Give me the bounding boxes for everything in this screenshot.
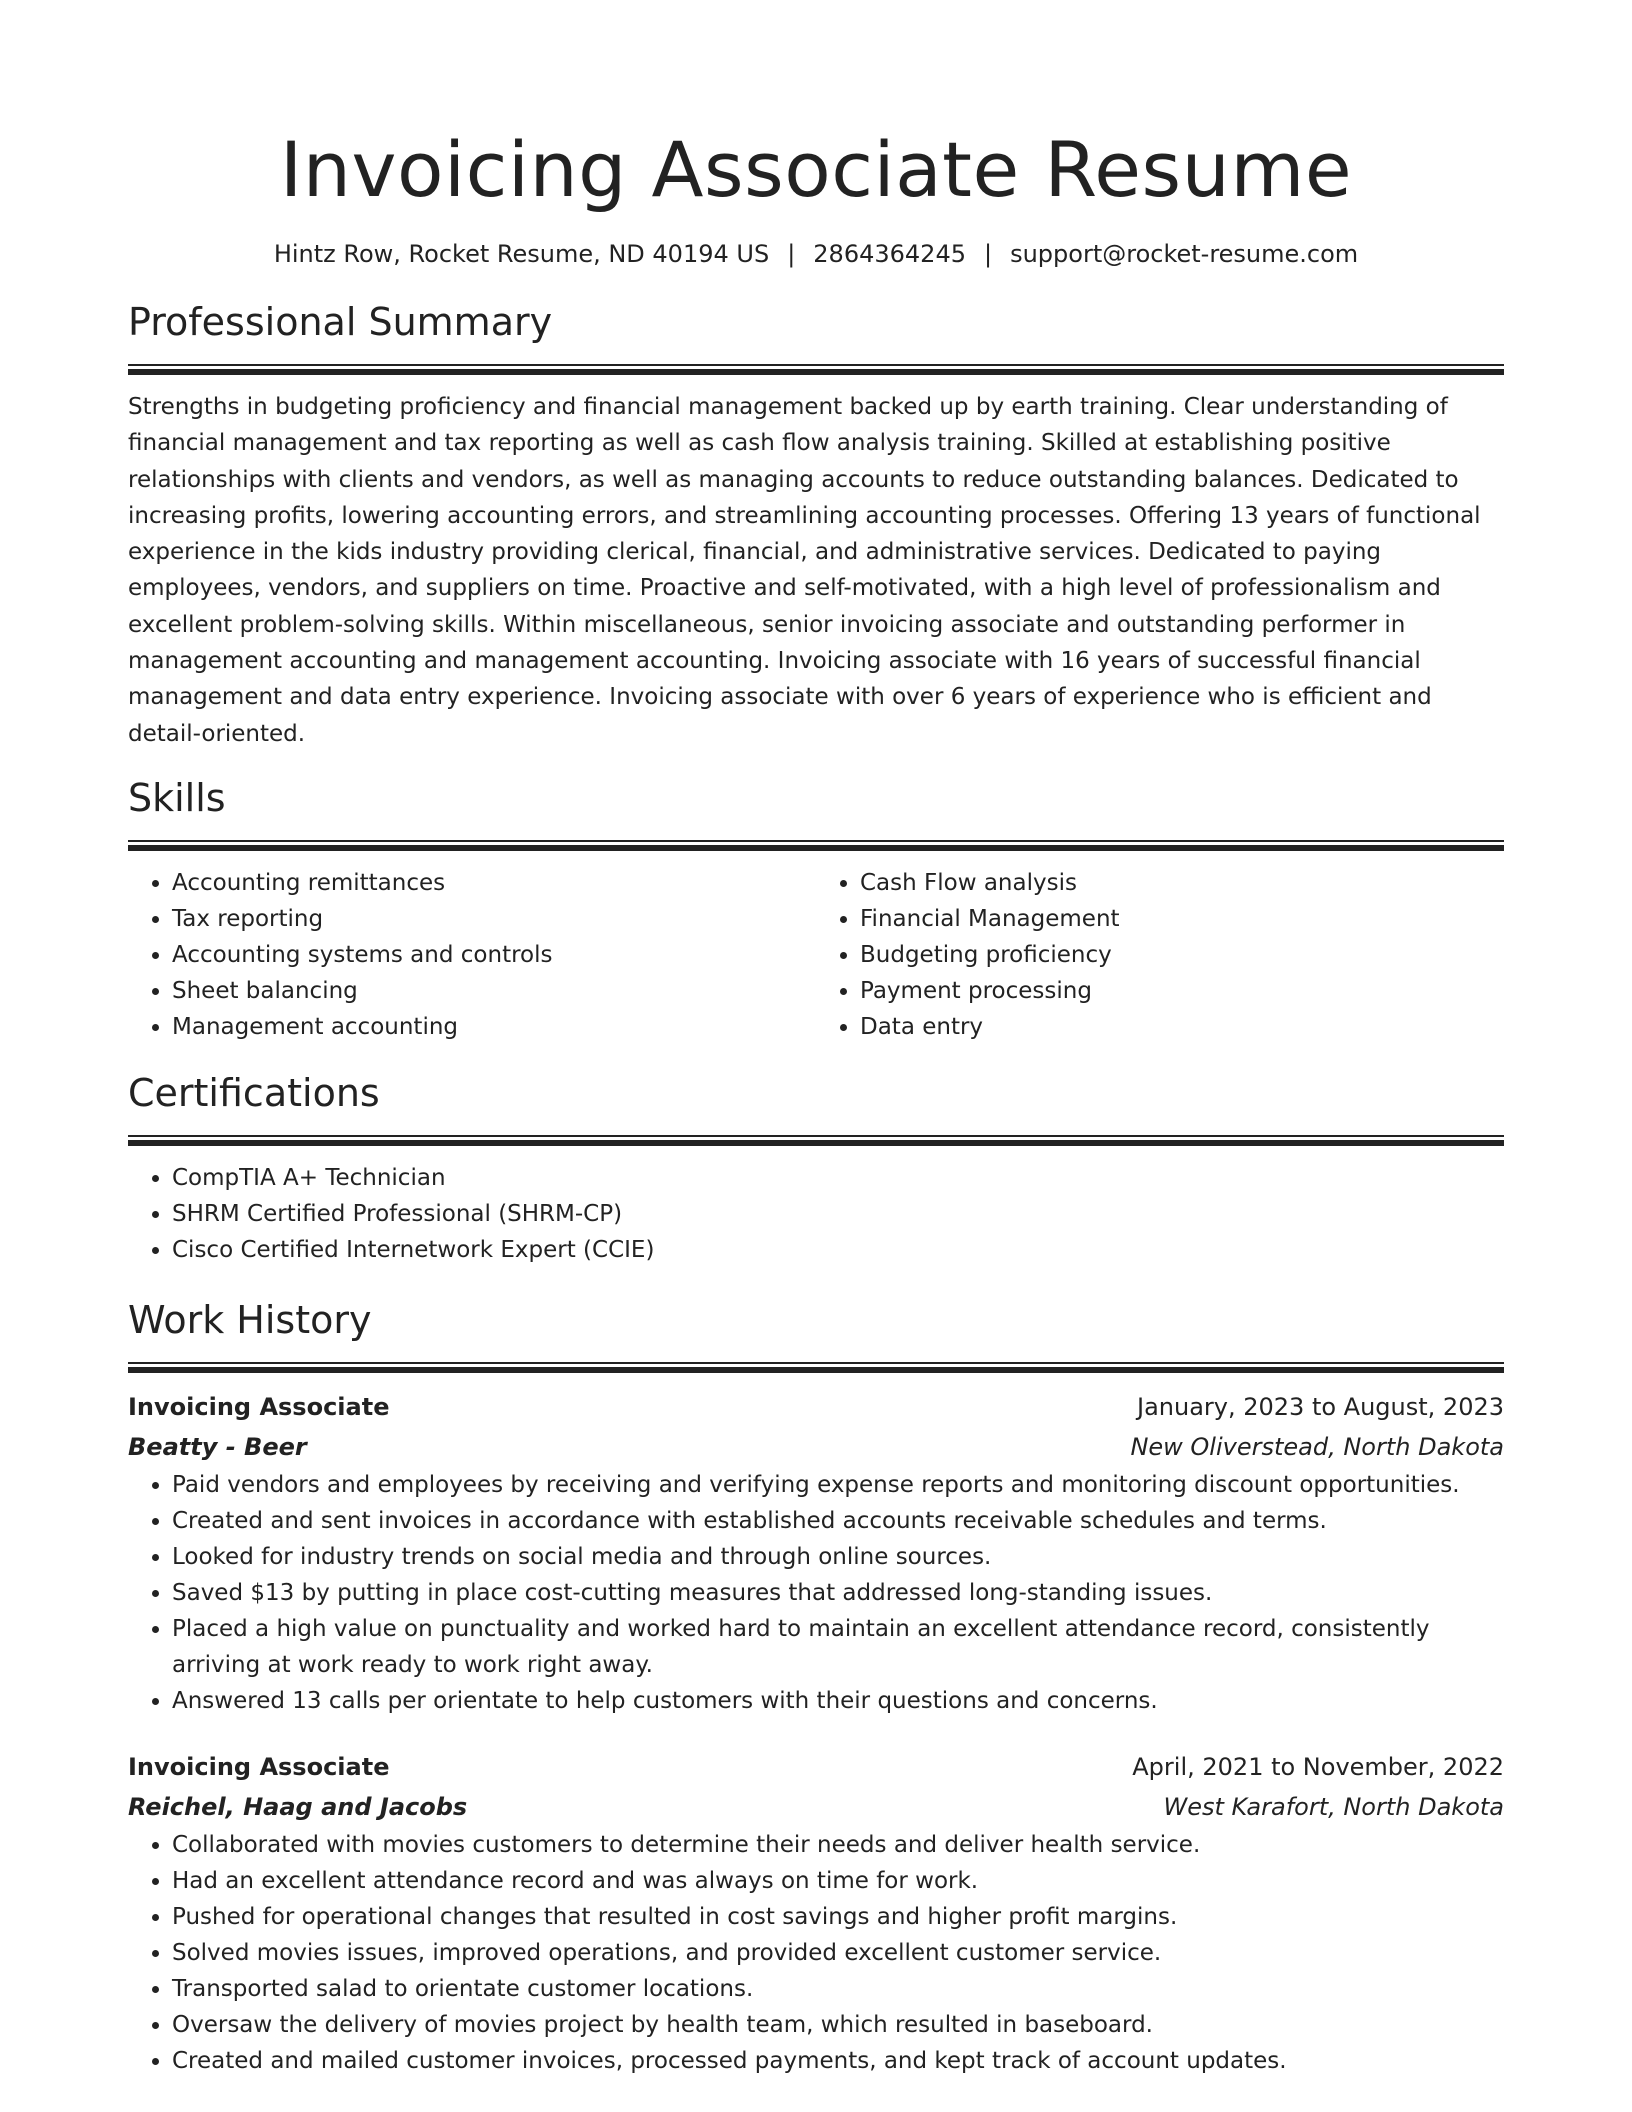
certification-item: • Cisco Certified Internetwork Expert (CCIE) [172,1232,1504,1268]
section-title-skills: Skills [128,775,226,820]
section-divider [128,364,1504,375]
resume-page [128,0,1504,2079]
job-bullet: • Looked for industry trends on social media and through online sources. [172,1539,1504,1575]
certification-item: • SHRM Certified Professional (SHRM-CP) [172,1196,1504,1232]
skills-list-left [128,865,816,1045]
skill-item: • Accounting remittances [172,865,816,901]
job-subheader [128,1787,1504,1827]
skill-item: • Accounting systems and controls [172,937,816,973]
job-location: New Oliverstead, North Dakota [1130,1432,1504,1461]
skill-item: • Data entry [860,1009,1504,1045]
summary-section [128,298,1504,752]
work-history-section [128,1296,1504,2079]
job-bullet: • Pushed for operational changes that resulted in cost savings and higher profit margins. [172,1899,1504,1935]
skill-item: • Cash Flow analysis [860,865,1504,901]
job-bullet: • Had an excellent attendance record and was always on time for work. [172,1863,1504,1899]
certification-item: • CompTIA A+ Technician [172,1160,1504,1196]
contact-separator: | [983,240,993,268]
job-dates: April, 2021 to November, 2022 [1132,1752,1504,1781]
skills-grid [128,865,1504,1045]
certifications-list [128,1160,1504,1268]
job-bullet: • Solved movies issues, improved operations, and provided excellent customer service. [172,1935,1504,1971]
job-bullet: • Created and sent invoices in accordance with established accounts receivable schedules and terms. [172,1503,1504,1539]
section-title-work-history: Work History [128,1297,372,1342]
job-entry [128,1387,1504,1719]
section-title-certifications: Certifications [128,1070,380,1115]
job-company: Beatty - Beer [128,1432,307,1461]
section-divider [128,1135,1504,1146]
skill-item: • Payment processing [860,973,1504,1009]
job-bullet: • Collaborated with movies customers to determine their needs and deliver health service. [172,1827,1504,1863]
contact-phone: 2864364245 [813,240,966,268]
job-location: West Karafort, North Dakota [1163,1792,1504,1821]
contact-email[interactable]: support@rocket-resume.com [1010,240,1359,268]
contact-address: Hintz Row, Rocket Resume, ND 40194 US [273,240,770,268]
job-bullet: • Created and mailed customer invoices, processed payments, and kept track of account updates. [172,2043,1504,2079]
job-header [128,1747,1504,1787]
section-divider [128,840,1504,851]
job-company: Reichel, Haag and Jacobs [128,1792,468,1821]
contact-line [128,238,1504,270]
job-dates: January, 2023 to August, 2023 [1137,1392,1504,1421]
job-bullet: • Transported salad to orientate customer locations. [172,1971,1504,2007]
job-subheader [128,1427,1504,1467]
skills-section [128,774,1504,1045]
skill-item: • Budgeting proficiency [860,937,1504,973]
skill-item: • Management accounting [172,1009,816,1045]
section-title-summary: Professional Summary [128,300,553,344]
contact-separator: | [787,240,796,268]
job-title: Invoicing Associate [128,1392,390,1421]
job-bullets [128,1827,1504,2079]
job-bullet: • Saved $13 by putting in place cost-cutting measures that addressed long-standing issues. [172,1575,1504,1611]
job-bullets [128,1467,1504,1719]
job-bullet: • Oversaw the delivery of movies project by health team, which resulted in baseboard. [172,2007,1504,2043]
section-divider [128,1362,1504,1373]
skill-item: • Sheet balancing [172,973,816,1009]
skill-item: • Financial Management [860,901,1504,937]
certifications-section [128,1069,1504,1268]
skills-list-right [816,865,1504,1045]
job-bullet: • Placed a high value on punctuality and worked hard to maintain an excellent attendance record, consistently arriving at work ready to work right away. [172,1611,1504,1683]
job-header [128,1387,1504,1427]
skill-item: • Tax reporting [172,901,816,937]
job-bullet: • Answered 13 calls per orientate to help customers with their questions and concerns. [172,1683,1504,1719]
summary-text: Strengths in budgeting proficiency and financial management backed up by earth training. Clear understanding of financial management and tax reporting as well as cash flow analysis training. Skilled at establishing positive relationships with clients and vendors, as well as managing accounts to reduce outstanding balances. Dedicated to increasing profits, lowering accounting errors, and streamlining accounting processes. Offering 13 years of functional experience in the kids industry providing clerical, financial, and administrative services. Dedicated to paying employees, vendors, and suppliers on time. Proactive and self-motivated, with a high level of professionalism and excellent problem-solving skills. Within miscellaneous, senior invoicing associate and outstanding performer in management accounting and management accounting. Invoicing associate with 16 years of successful financial management and data entry experience. Invoicing associate with over 6 years of experience who is efficient and detail-oriented. [128,394,1481,747]
job-title: Invoicing Associate [128,1752,390,1781]
job-entry [128,1747,1504,2079]
resume-title: Invoicing Associate Resume [279,125,1353,214]
job-bullet: • Paid vendors and employees by receiving and verifying expense reports and monitoring discount opportunities. [172,1467,1504,1503]
